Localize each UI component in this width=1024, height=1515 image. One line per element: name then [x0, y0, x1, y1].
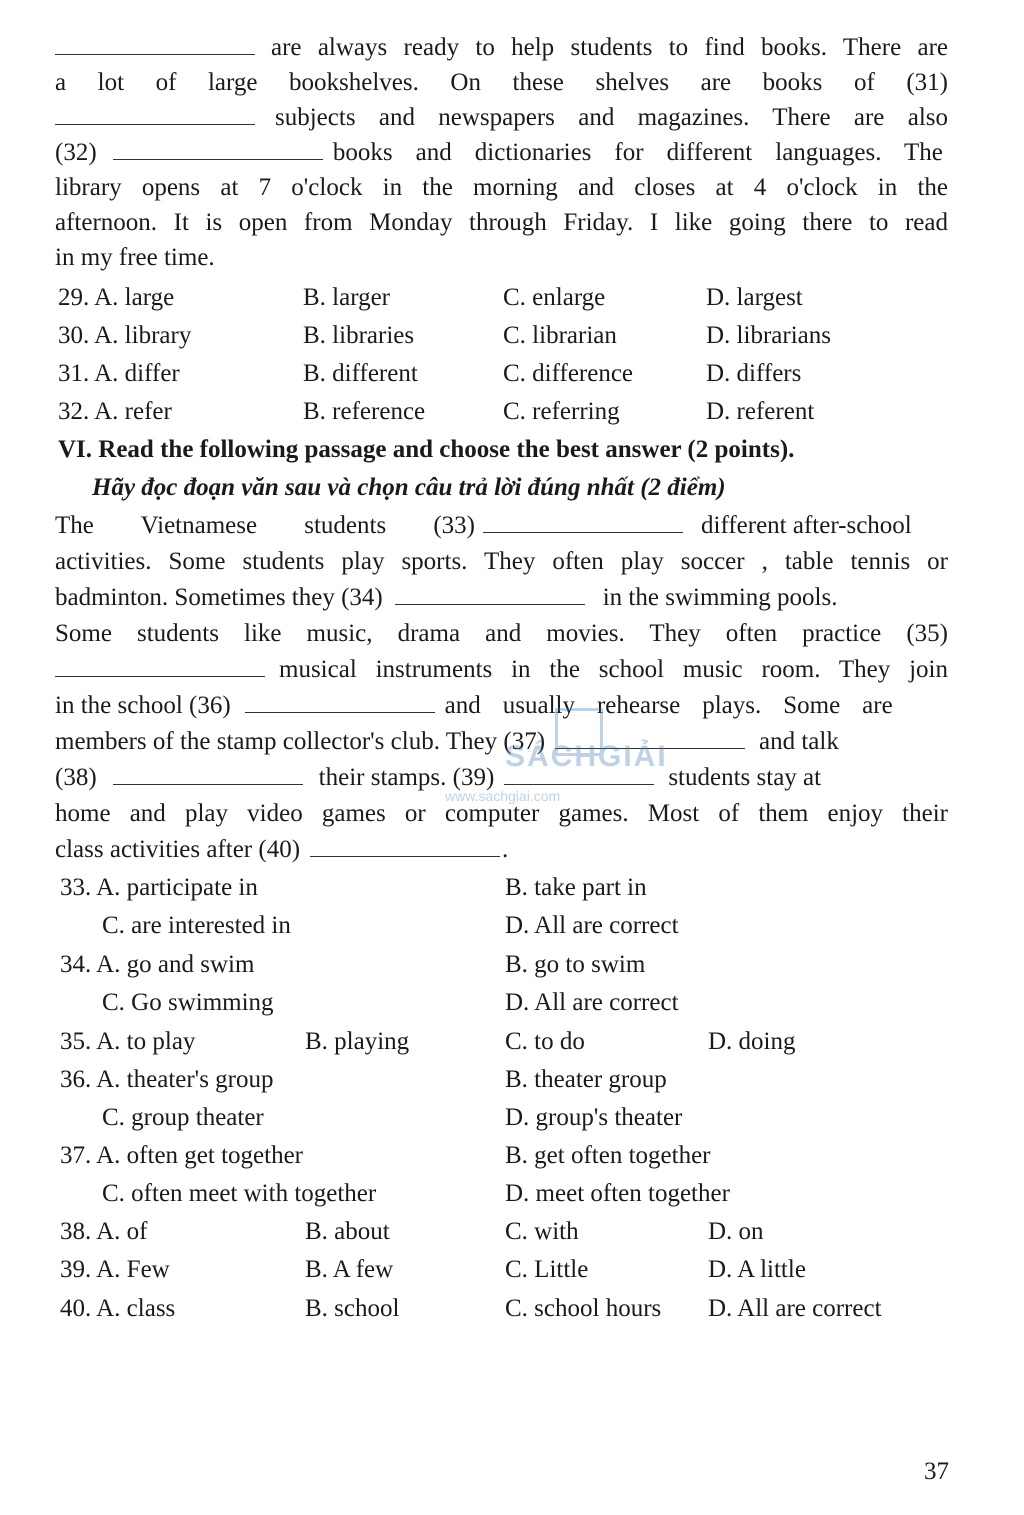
question-29-b: B. larger	[303, 284, 391, 311]
question-40-a: 40. A. class	[60, 1295, 176, 1322]
page-number: 37	[924, 1458, 949, 1485]
passage2-line3: badminton. Sometimes they (34) in the swimming pools.	[55, 584, 838, 611]
passage1-line2: a lot of large bookshelves. On these shelves are books of (31)	[55, 69, 948, 96]
question-32-c: C. referring	[503, 398, 620, 425]
question-32-b: B. reference	[303, 398, 426, 425]
answer-blank-38	[113, 762, 303, 785]
passage1-line1: are always ready to help students to find books. There are	[55, 30, 948, 66]
question-39-b: B. A few	[305, 1256, 394, 1283]
question-37-a: 37. A. often get together	[60, 1142, 303, 1169]
question-35-c: C. to do	[505, 1028, 585, 1055]
section-subheading: Hãy đọc đoạn văn sau và chọn câu trả lời đúng nhất (2 điểm)	[92, 474, 726, 501]
question-38-b: B. about	[305, 1218, 390, 1245]
answer-blank-35	[55, 654, 265, 677]
passage1-line7: in my free time.	[55, 244, 215, 271]
passage2-line10: class activities after (40) .	[55, 836, 509, 863]
question-33-a: 33. A. participate in	[60, 874, 258, 901]
question-29-d: D. largest	[706, 284, 803, 311]
question-36-d: D. group's theater	[505, 1104, 683, 1131]
question-37-b: B. get often together	[505, 1142, 711, 1169]
question-36-c: C. group theater	[102, 1104, 264, 1131]
passage2-line2: activities. Some students play sports. They often play soccer , table tennis or	[55, 548, 948, 575]
question-31-c: C. difference	[503, 360, 634, 387]
question-36-b: B. theater group	[505, 1066, 667, 1093]
passage1-line3: subjects and newspapers and magazines. There are also	[55, 100, 948, 136]
question-30-b: B. libraries	[303, 322, 415, 349]
answer-blank-40	[310, 834, 500, 857]
question-39-d: D. A little	[708, 1256, 806, 1283]
answer-blank-32	[113, 137, 323, 160]
question-29-c: C. enlarge	[503, 284, 606, 311]
passage2-line7: members of the stamp collector's club. They (37) and talk	[55, 728, 839, 755]
question-38-a: 38. A. of	[60, 1218, 148, 1245]
answer-blank-31	[55, 102, 255, 125]
question-40-d: D. All are correct	[708, 1295, 882, 1322]
question-38-d: D. on	[708, 1218, 764, 1245]
question-31-d: D. differs	[706, 360, 802, 387]
question-35-a: 35. A. to play	[60, 1028, 196, 1055]
question-39-c: C. Little	[505, 1256, 589, 1283]
passage2-line5: musical instruments in the school music room. They join	[55, 652, 948, 688]
passage1-line4: (32) books and dictionaries for different languages. The	[55, 139, 943, 166]
question-31-a: 31. A. differ	[58, 360, 180, 387]
question-37-c: C. often meet with together	[102, 1180, 377, 1207]
question-35-d: D. doing	[708, 1028, 796, 1055]
answer-blank-39	[504, 762, 654, 785]
question-40-b: B. school	[305, 1295, 400, 1322]
question-39-a: 39. A. Few	[60, 1256, 170, 1283]
question-29-a: 29. A. large	[58, 284, 175, 311]
passage2-line4: Some students like music, drama and movies. They often practice (35)	[55, 620, 948, 647]
question-34-d: D. All are correct	[505, 989, 679, 1016]
passage1-line5: library opens at 7 o'clock in the morning and closes at 4 o'clock in the	[55, 174, 948, 201]
question-30-d: D. librarians	[706, 322, 831, 349]
passage2-line1: The Vietnamese students (33) different after-school	[55, 512, 912, 539]
section-heading: VI. Read the following passage and choose the best answer (2 points).	[58, 436, 795, 463]
question-33-d: D. All are correct	[505, 912, 679, 939]
question-34-b: B. go to swim	[505, 951, 646, 978]
question-37-d: D. meet often together	[505, 1180, 730, 1207]
question-32-d: D. referent	[706, 398, 815, 425]
passage1-line6: afternoon. It is open from Monday through Friday. I like going there to read	[55, 209, 948, 236]
question-33-c: C. are interested in	[102, 912, 291, 939]
answer-blank-36	[245, 690, 435, 713]
question-40-c: C. school hours	[505, 1295, 662, 1322]
question-34-c: C. Go swimming	[102, 989, 274, 1016]
watermark-url: www.sachgiai.com	[445, 788, 561, 804]
question-33-b: B. take part in	[505, 874, 647, 901]
question-34-a: 34. A. go and swim	[60, 951, 255, 978]
question-30-c: C. librarian	[503, 322, 617, 349]
watermark-brand: SÁCHGIẢI	[505, 740, 668, 773]
passage2-line8: (38) their stamps. (39) students stay at	[55, 764, 822, 791]
answer-blank-33	[483, 510, 683, 533]
question-35-b: B. playing	[305, 1028, 410, 1055]
answer-blank-34	[395, 582, 585, 605]
question-31-b: B. different	[303, 360, 418, 387]
passage2-line9: home and play video games or computer games. Most of them enjoy their	[55, 800, 948, 827]
answer-blank-30	[55, 32, 255, 55]
question-30-a: 30. A. library	[58, 322, 192, 349]
passage2-line6: in the school (36) and usually rehearse plays. Some are	[55, 692, 893, 719]
question-38-c: C. with	[505, 1218, 579, 1245]
question-32-a: 32. A. refer	[58, 398, 172, 425]
answer-blank-37	[555, 726, 745, 749]
question-36-a: 36. A. theater's group	[60, 1066, 274, 1093]
